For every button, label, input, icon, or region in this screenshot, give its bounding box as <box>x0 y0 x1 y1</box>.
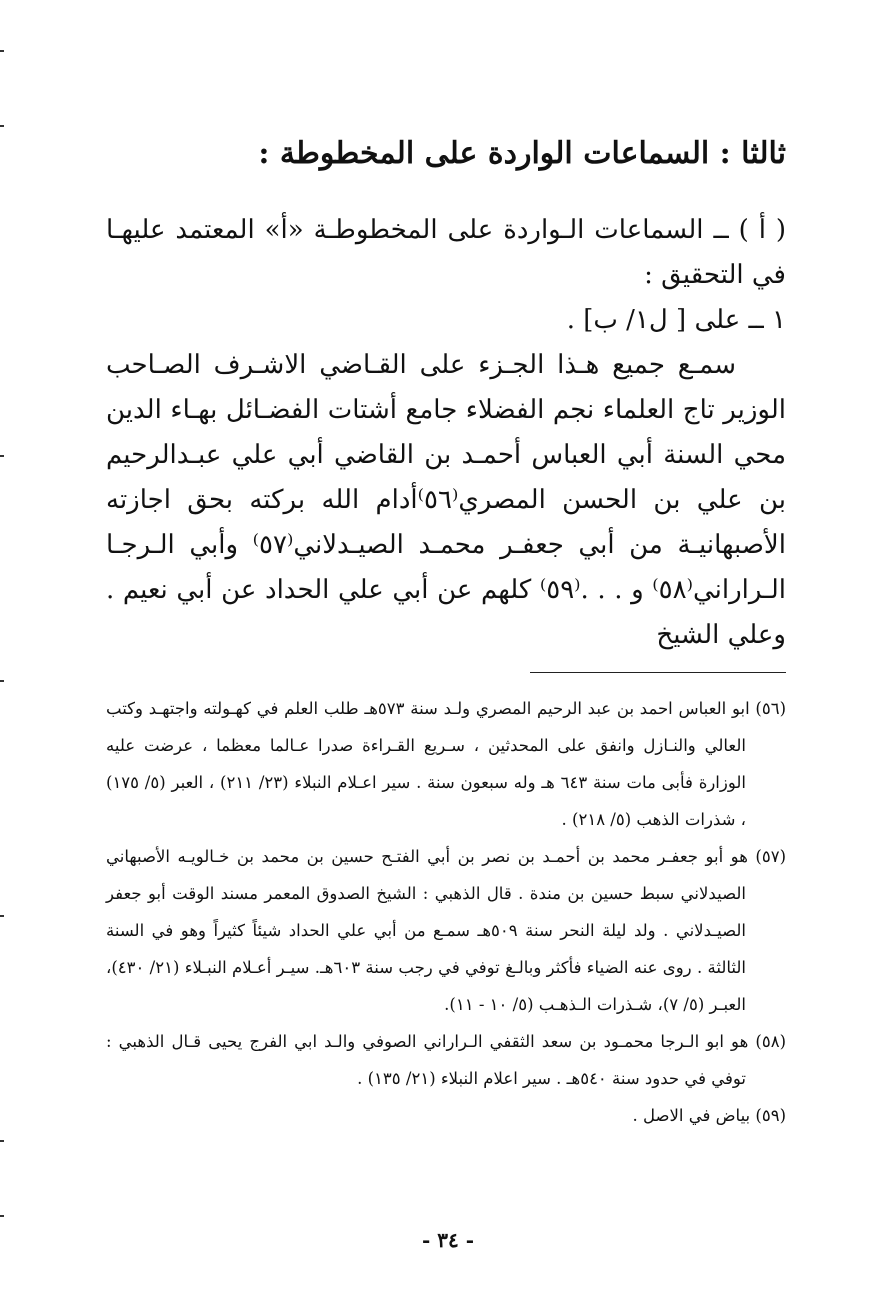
footnote-57: (٥٧) هو أبو جعفـر محمد بن أحمـد بن نصر بن أبي الفتـح حسين بن محمد بن خـالويـه الأصبهاني الصيدلاني سبط حسين بن مندة . قال الذهبي : الشيخ الصدوق المعمر مسند الوقت أبو جعفر الصيـدلاني . ولد ليلة النحر سنة ٥٠٩هـ سمـع من أبي علي الحداد شيئاً كثيراً وهو في السنة الثالثة . روى عنه الضياء فأكثر وبالـغ توفي في رجب سنة ٦٠٣هـ. سيـر أعـلام النبـلاء (٢١/ ٤٣٠)، العبـر (٥/ ٧)، شـذرات الـذهـب (٥/ ١٠ - ١١). <box>106 847 786 1014</box>
subsection-heading: ( أ ) ــ السماعات الـواردة على المخطوطـة «أ» المعتمد عليهـا في التحقيق : <box>106 215 786 290</box>
audition-text: سمـع جميع هـذا الجـزء على القـاضي الاشـرف الصـاحب الوزير تاج العلماء نجم الفضلاء جامع أشتات الفضـائل بهـاء الدين محي السنة أبي العباس أحمـد بن القاضي أبي علي عبـدالرحيم بن علي بن الحسن المصري⁽٥٦⁾أدام الله بركته بحق اجازته الأصبهانيـة من أبي جعفـر محمـد الصيـدلاني⁽٥٧⁾ وأبي الـرجـا الـراراني⁽٥٨⁾ و . . .⁽٥٩⁾ كلهم عن أبي علي الحداد عن أبي نعيم . وعلي الشيخ <box>106 350 787 650</box>
scan-margin-mark <box>0 680 4 682</box>
footnote-59: (٥٩) بياض في الاصل . <box>632 1106 786 1125</box>
scan-margin-mark <box>0 125 4 127</box>
scan-margin-mark <box>0 455 4 457</box>
scan-margin-mark <box>0 1215 4 1217</box>
scan-margin-mark <box>0 915 4 917</box>
main-text <box>106 208 786 658</box>
footnotes <box>106 690 786 1134</box>
page-number: - ٣٤ - <box>421 1228 474 1252</box>
scan-margin-mark <box>0 50 4 52</box>
scan-margin-mark <box>0 1140 4 1142</box>
section-title: ثالثا : السماعات الواردة على المخطوطة : <box>258 136 786 171</box>
footnote-56: (٥٦) ابو العباس احمد بن عبد الرحيم المصري ولـد سنة ٥٧٣هـ طلب العلم في كهـولته واجتهـد وكتب العالي والنـازل وانفق على المحدثين ، سـريع القـراءة صدرا عـالما معظما ، عرضت عليه الوزارة فأبى مات سنة ٦٤٣ هـ وله سبعون سنة . سير اعـلام النبلاء (٢٣/ ٢١١) ، العبر (٥/ ١٧٥) ، شذرات الذهب (٥/ ٢١٨) . <box>106 699 786 829</box>
list-item-1: ١ ــ على [ ل١/ ب] . <box>566 305 786 335</box>
footnote-58: (٥٨) هو ابو الـرجا محمـود بن سعد الثقفي الـراراني الصوفي والـد ابي الفرج يحيى قـال الذهبي : توفي في حدود سنة ٥٤٠هـ . سير اعلام النبلاء (٢١/ ١٣٥) . <box>106 1032 786 1088</box>
footnote-divider <box>530 672 786 673</box>
